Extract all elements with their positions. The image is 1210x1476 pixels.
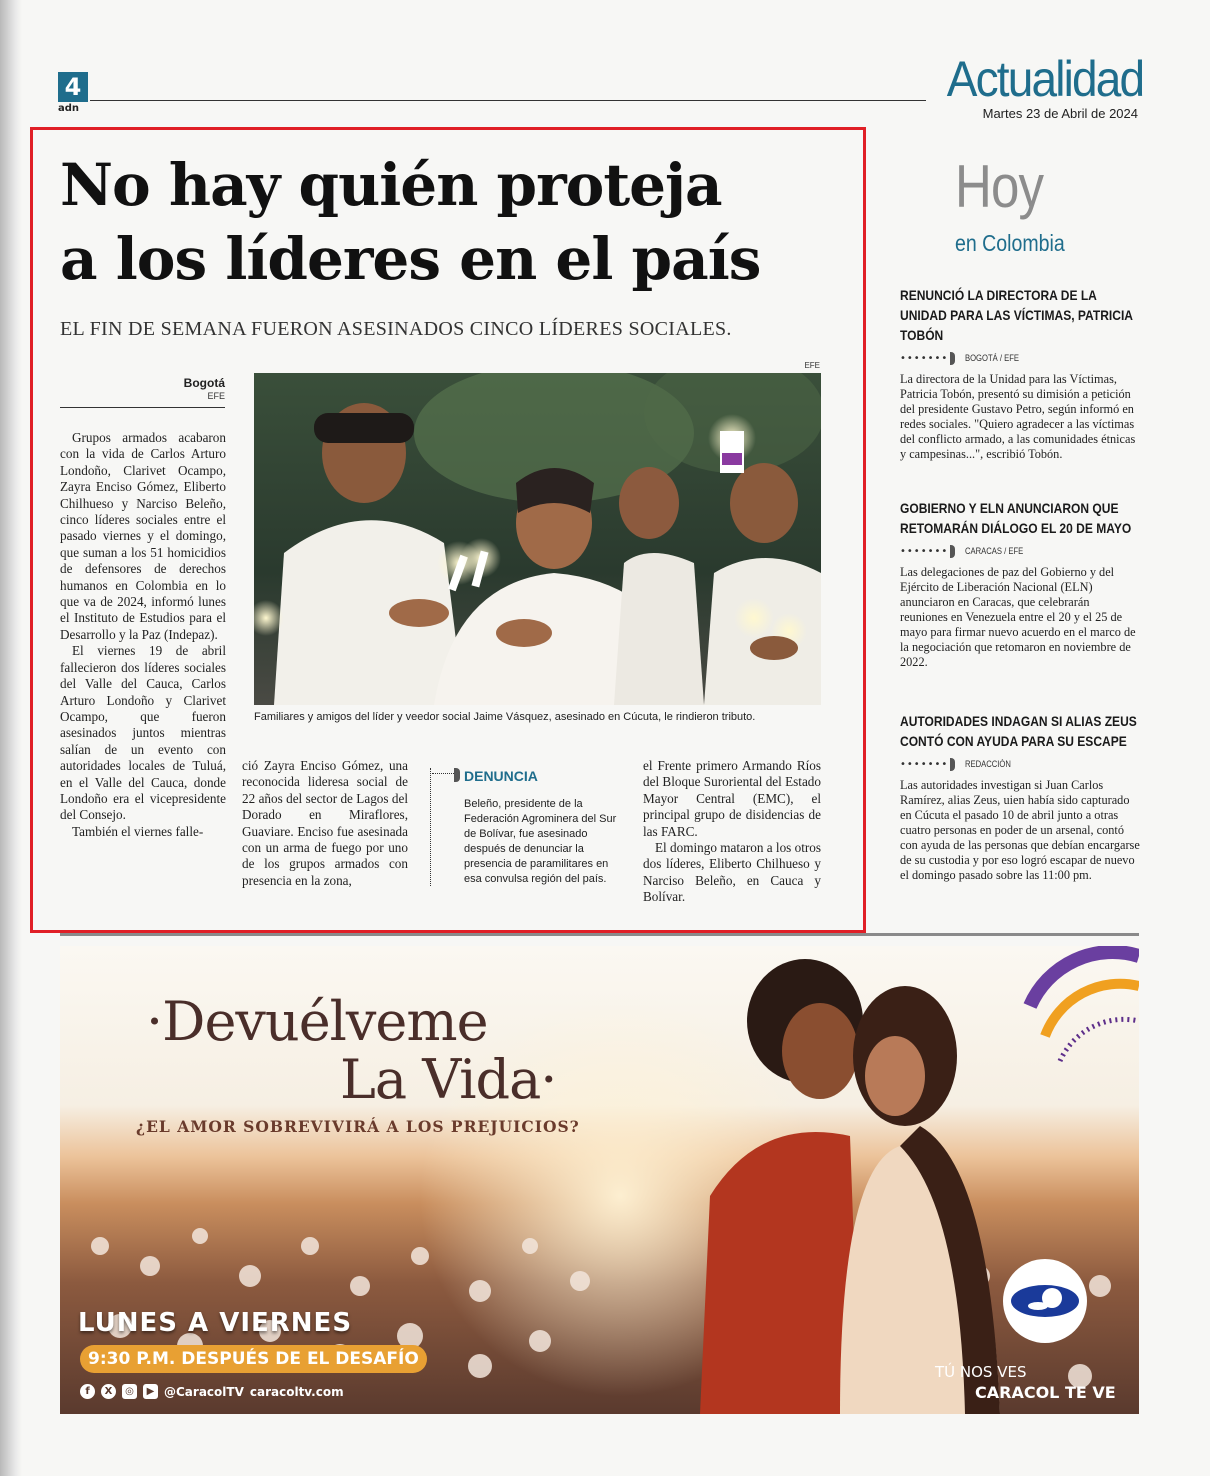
brief-headline: AUTORIDADES INDAGAN SI ALIAS ZEUS CONTÓ CON AYUDA PARA SU ESCAPE — [900, 713, 1137, 749]
ad-slogan-line-1: TÚ NOS VES — [935, 1363, 1027, 1381]
article-photo — [254, 373, 821, 705]
body-paragraph: También el viernes falle- — [72, 823, 204, 839]
brief-source: BOGOTÁ / EFE — [965, 353, 1020, 363]
callout-marker-icon — [454, 768, 460, 782]
source-marker-icon — [950, 758, 955, 771]
ad-social-site: caracoltv.com — [249, 1384, 344, 1399]
ad-social-links — [80, 1384, 344, 1399]
dateline-city: Bogotá — [183, 376, 225, 390]
page-number: 4 — [58, 72, 88, 102]
article-column-2 — [242, 758, 408, 889]
ad-social-handle: @CaracolTV — [164, 1384, 244, 1399]
ad-schedule-time: 9:30 P.M. DESPUÉS DE EL DESAFÍO — [80, 1345, 427, 1373]
headline-line-2: a los líderes en el país — [60, 225, 761, 293]
article-headline — [60, 148, 850, 296]
article-deck: EL FIN DE SEMANA FUERON ASESINADOS CINCO LÍDERES SOCIALES. — [60, 318, 732, 340]
article-column-4 — [643, 758, 821, 906]
dotted-leader-icon: ••••••• — [900, 352, 949, 364]
news-brief — [900, 285, 1140, 462]
brief-headline: GOBIERNO Y ELN ANUNCIARON QUE RETOMARÁN DIÁLOGO EL 20 DE MAYO — [900, 500, 1132, 536]
dateline — [60, 376, 225, 401]
brand-logo: adn — [58, 103, 80, 114]
brief-text: Las delegaciones de paz del Gobierno y del Ejército de Liberación Nacional (ELN) anunciaron en Caracas, que celebrarán reuniones en Venezuela entre el 20 y el 25 de mayo para firmar nuevo acuerdo en el marco de la negociación que retomaron en noviembre de 2022. — [900, 565, 1136, 669]
header-divider — [90, 100, 926, 101]
brief-source-row — [900, 544, 1140, 558]
callout-title: DENUNCIA — [464, 768, 538, 784]
brief-source-row — [900, 757, 1140, 771]
x-icon: X — [101, 1384, 116, 1399]
ad-divider — [60, 933, 1139, 936]
news-brief — [900, 711, 1140, 883]
ad-schedule-days: LUNES A VIERNES — [78, 1308, 353, 1338]
issue-date: Martes 23 de Abril de 2024 — [982, 106, 1138, 121]
source-marker-icon — [950, 352, 955, 365]
dotted-leader-icon: ••••••• — [900, 545, 949, 557]
facebook-icon: f — [80, 1384, 95, 1399]
photo-caption: Familiares y amigos del líder y veedor social Jaime Vásquez, asesinado en Cúcuta, le rindieron tributo. — [254, 711, 756, 723]
ad-slogan-line-2: CARACOL TE VE — [975, 1383, 1116, 1402]
dotted-leader-icon: ••••••• — [900, 758, 949, 770]
page-edge-shadow — [0, 0, 22, 1476]
section-title: Actualidad — [946, 51, 1144, 107]
page-number-badge — [58, 72, 88, 114]
sidebar-title: Hoy — [955, 153, 1044, 220]
dateline-divider — [60, 407, 225, 408]
instagram-icon: ◎ — [122, 1384, 137, 1399]
ad-title-line-2: La Vida· — [340, 1048, 557, 1111]
ad-tagline: ¿EL AMOR SOBREVIVIRÁ A LOS PREJUICIOS? — [136, 1117, 580, 1136]
body-paragraph: ció Zayra Enciso Gómez, una reconocida lideresa social de 22 años del sector de Lagos del Dorado en Miraflores, Guaviare. Enciso fue asesinada con un arma de fuego por uno de los grupos armados con presencia en la zona, — [242, 758, 408, 888]
callout-bracket — [430, 768, 460, 886]
source-marker-icon — [950, 545, 955, 558]
body-paragraph: el Frente primero Armando Ríos del Bloque Suroriental del Estado Mayor Central (EMC), el principal grupo de disidencias de las FARC. — [643, 758, 821, 839]
article-column-1 — [60, 430, 226, 840]
sidebar-subtitle: en Colombia — [955, 230, 1065, 256]
headline-line-1: No hay quién proteja — [60, 151, 722, 219]
dateline-agency: EFE — [207, 391, 225, 401]
callout-body: Beleño, presidente de la Federación Agrominera del Sur de Bolívar, fue asesinado después de denunciar la presencia de paramilitares en esa convulsa región del país. — [464, 798, 617, 885]
body-paragraph: El viernes 19 de abril fallecieron dos líderes sociales del Valle del Cauca, Carlos Arturo Londoño y Clarivet Ocampo, que fueron asesinados juntos mientras salían de un evento con autoridades locales de Tuluá, en el Valle del Cauca, donde Londoño era el vicepresidente del Consejo. — [60, 643, 226, 823]
body-paragraph: Grupos armados acabaron con la vida de Carlos Arturo Londoño, Clarivet Ocampo, Zayra Enciso Gómez, Eliberto Chilhueso y Narciso Beleño, cinco líderes sociales entre el pasado viernes y el domingo, que suman a los 51 homicidios de defensores de derechos humanos en Colombia en lo que va de 2024, informó lunes el Instituto de Estudios para el Desarrollo y la Paz (Indepaz). — [60, 430, 226, 642]
brief-source: REDACCIÓN — [965, 759, 1012, 769]
brief-text: Las autoridades investigan si Juan Carlos Ramírez, alias Zeus, uien había sido capturado en Cúcuta el pasado 10 de abril junto a otras cuatro personas en poder de un arsenal, contó con ayuda de las personas que debían encargarse de su custodia y por eso logró escapar de nuevo el domingo pasado sobre las 11:00 pm. — [900, 778, 1140, 882]
denuncia-callout — [430, 768, 620, 886]
brief-source-row — [900, 351, 1140, 365]
ad-title-line-1: ·Devuélveme — [146, 990, 488, 1053]
photo-credit: EFE — [804, 361, 820, 370]
news-brief — [900, 498, 1140, 670]
brief-source: CARACAS / EFE — [965, 546, 1024, 556]
tv-advertisement — [60, 946, 1139, 1414]
youtube-icon: ▶ — [143, 1384, 158, 1399]
body-paragraph: El domingo mataron a los otros dos líderes, Eliberto Chilhueso y Narciso Beleño, en Cauca y Bolívar. — [643, 840, 821, 905]
vigil-photo-illustration — [254, 373, 821, 705]
brief-text: La directora de la Unidad para las Víctimas, Patricia Tobón, presentó su dimisión a petición del presidente Gustavo Petro, según informó en redes sociales. "Quiero agradecer a las víctimas del conflicto armado, a las comunidades étnicas y campesinas...", escribió Tobón. — [900, 372, 1136, 461]
brief-headline: RENUNCIÓ LA DIRECTORA DE LA UNIDAD PARA LAS VÍCTIMAS, PATRICIA TOBÓN — [900, 287, 1133, 343]
